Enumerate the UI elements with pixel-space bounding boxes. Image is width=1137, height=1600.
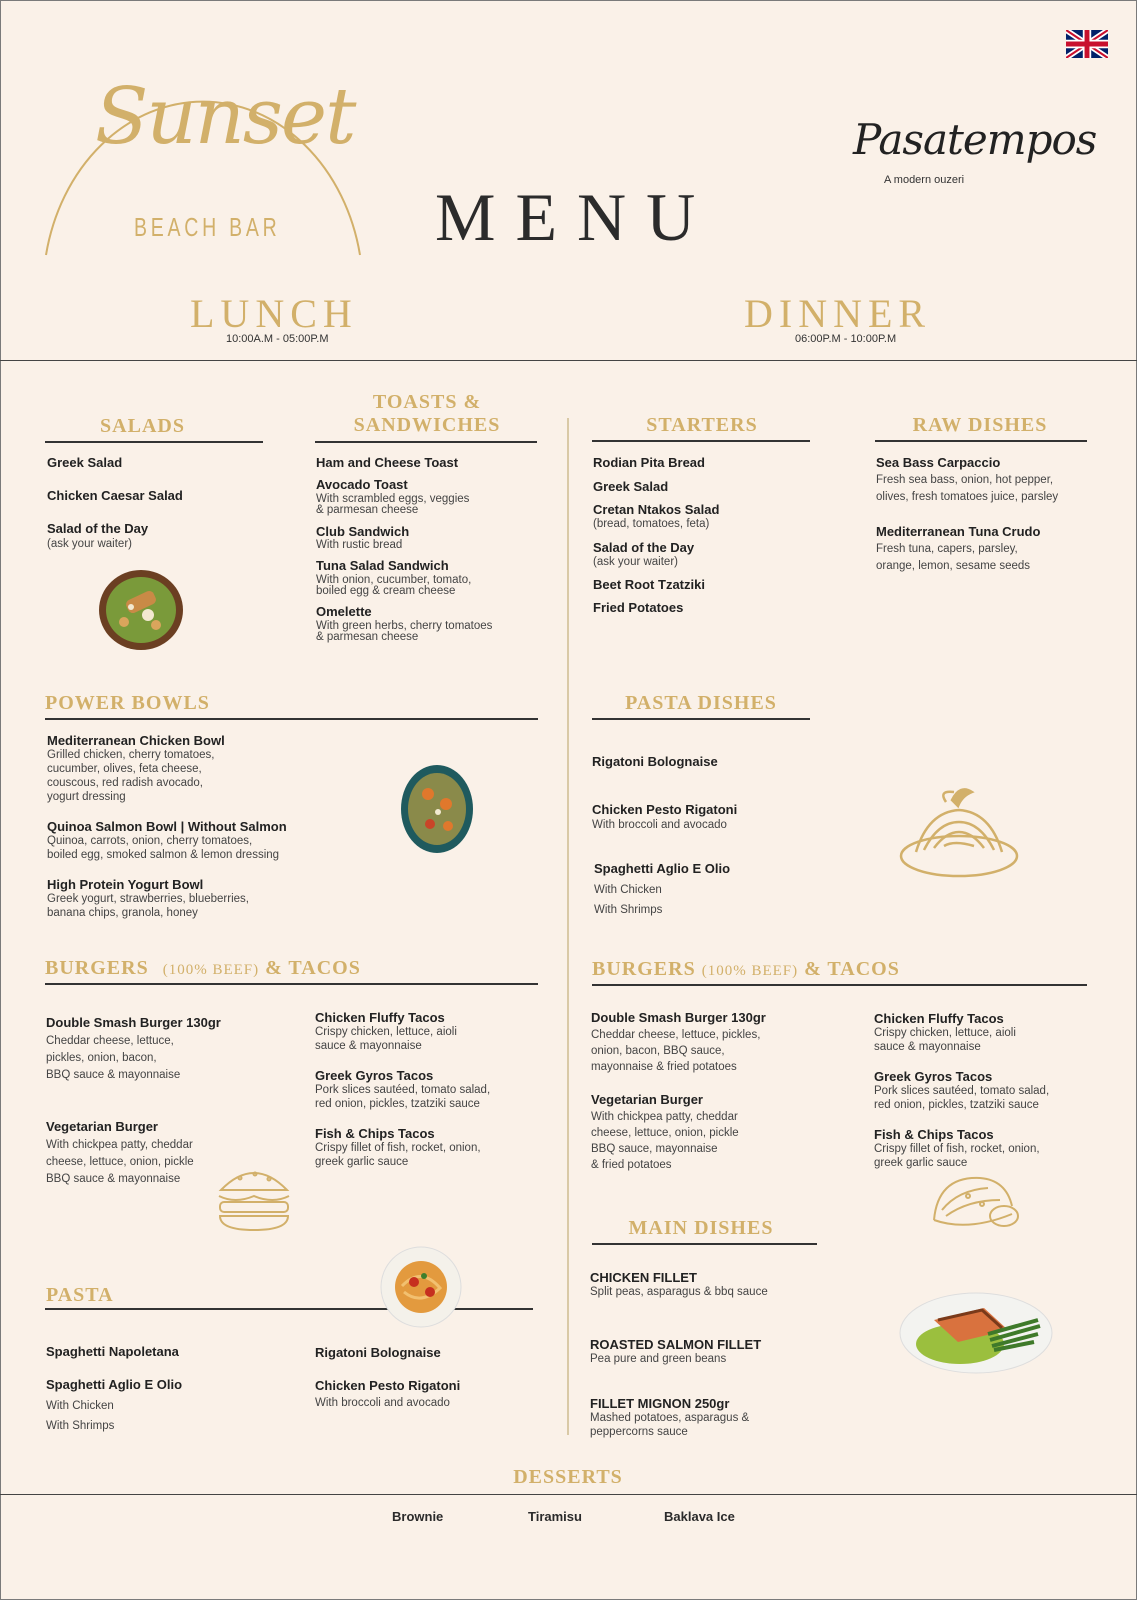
dinner-heading: DINNER	[744, 291, 932, 336]
menu-item-desc: With Shrimps	[594, 904, 663, 916]
menu-item: Quinoa Salmon Bowl | Without Salmon	[47, 819, 287, 834]
menu-item-desc: BBQ sauce, mayonnaise	[591, 1143, 718, 1155]
dessert-item: Baklava Ice	[664, 1509, 735, 1524]
partner-script: Pasatempos	[853, 115, 1097, 164]
menu-item-desc: peppercorns sauce	[590, 1426, 688, 1438]
raw-title: RAW DISHES	[912, 414, 1048, 436]
menu-item: Sea Bass Carpaccio	[876, 455, 1001, 470]
menu-item: Rodian Pita Bread	[593, 455, 705, 470]
menu-item-desc: Fresh sea bass, onion, hot pepper,	[876, 474, 1054, 486]
menu-item-desc: With broccoli and avocado	[315, 1397, 450, 1409]
menu-item: Rigatoni Bolognaise	[592, 754, 718, 769]
lunch-pasta-title: PASTA	[46, 1284, 114, 1306]
lunch-burgers-rule	[45, 983, 538, 985]
menu-item: Club Sandwich	[316, 524, 410, 539]
dessert-item: Brownie	[392, 1509, 444, 1524]
menu-item-desc: With broccoli and avocado	[592, 819, 727, 831]
burger-sketch-icon	[215, 1162, 293, 1232]
menu-item-desc: olives, fresh tomatoes juice, parsley	[876, 491, 1059, 503]
menu-item-desc: pickles, onion, bacon,	[46, 1052, 157, 1064]
menu-item: Chicken Pesto Rigatoni	[315, 1378, 461, 1393]
lunch-burgers-title	[45, 957, 361, 980]
menu-item-desc: With onion, cucumber, tomato,	[316, 574, 472, 586]
taco-sketch-icon	[928, 1170, 1024, 1234]
salad-bowl-image	[96, 567, 186, 653]
menu-item: ROASTED SALMON FILLET	[590, 1337, 762, 1352]
menu-item-desc: BBQ sauce & mayonnaise	[46, 1173, 181, 1185]
menu-item-desc: greek garlic sauce	[315, 1156, 409, 1168]
brand-script: Sunset	[95, 72, 355, 162]
menu-item-desc: boiled egg & cream cheese	[316, 585, 456, 597]
burgers-title-b: (100% BEEF)	[701, 963, 799, 979]
menu-item: Greek Salad	[47, 455, 123, 470]
toasts-rule	[315, 441, 537, 443]
menu-item: Salad of the Day	[47, 521, 149, 536]
partner-tagline: A modern ouzeri	[884, 174, 965, 186]
menu-item-desc: boiled egg, smoked salmon & lemon dressing	[47, 849, 280, 861]
menu-item: Spaghetti Aglio E Olio	[594, 861, 731, 876]
menu-item: Spaghetti Aglio E Olio	[46, 1377, 183, 1392]
toasts-title-1: TOASTS &	[372, 391, 482, 413]
menu-item: Double Smash Burger 130gr	[46, 1015, 221, 1030]
dessert-item: Tiramisu	[528, 1509, 582, 1524]
desserts-title: DESSERTS	[513, 1466, 623, 1488]
burgers-title-a: BURGERS	[592, 958, 696, 980]
menu-item-desc: Crispy chicken, lettuce, aioli	[315, 1026, 457, 1038]
power-bowl-image	[400, 764, 474, 854]
menu-item-desc: orange, lemon, sesame seeds	[876, 560, 1031, 572]
menu-item-desc: Cheddar cheese, lettuce,	[46, 1035, 174, 1047]
menu-item-desc: mayonnaise & fried potatoes	[591, 1061, 737, 1073]
menu-item-desc: BBQ sauce & mayonnaise	[46, 1069, 181, 1081]
dinner-hours: 06:00P.M - 10:00P.M	[795, 333, 897, 345]
salads-rule	[45, 441, 263, 443]
menu-item: Fish & Chips Tacos	[874, 1127, 994, 1142]
burgers-title-c: & TACOS	[804, 958, 900, 980]
burgers-title-b: (100% BEEF)	[162, 962, 260, 978]
menu-item-desc: Crispy fillet of fish, rocket, onion,	[315, 1142, 481, 1154]
lunch-hours: 10:00A.M - 05:00P.M	[226, 333, 329, 345]
menu-item: Double Smash Burger 130gr	[591, 1010, 766, 1025]
menu-item-desc: Quinoa, carrots, onion, cherry tomatoes,	[47, 835, 253, 847]
pasta-sketch-icon	[898, 782, 1020, 882]
menu-item-desc: cucumber, olives, feta cheese,	[47, 763, 202, 775]
menu-item: Greek Gyros Tacos	[315, 1068, 434, 1083]
menu-item-desc: Pea pure and green beans	[590, 1353, 727, 1365]
menu-title: MENU	[435, 179, 716, 255]
menu-item-desc: With Chicken	[46, 1400, 114, 1412]
menu-item: Greek Salad	[593, 479, 669, 494]
menu-item-desc: cheese, lettuce, onion, pickle	[591, 1127, 739, 1139]
starters-rule	[592, 440, 810, 442]
menu-item-desc: & parmesan cheese	[316, 631, 419, 643]
menu-item-desc: & fried potatoes	[591, 1159, 672, 1171]
menu-item: Chicken Caesar Salad	[47, 488, 183, 503]
menu-item-desc: cheese, lettuce, onion, pickle	[46, 1156, 194, 1168]
menu-item: Vegetarian Burger	[46, 1119, 158, 1134]
menu-item-desc: yogurt dressing	[47, 791, 126, 803]
desserts-divider	[0, 1494, 1137, 1495]
menu-item: High Protein Yogurt Bowl	[47, 877, 204, 892]
menu-item-desc: couscous, red radish avocado,	[47, 777, 203, 789]
menu-item-desc: With chickpea patty, cheddar	[46, 1139, 193, 1151]
menu-item: FILLET MIGNON 250gr	[590, 1396, 730, 1411]
menu-item-desc: Grilled chicken, cherry tomatoes,	[47, 749, 215, 761]
menu-item: Beet Root Tzatziki	[593, 577, 705, 592]
menu-item-desc: With rustic bread	[316, 539, 403, 551]
menu-item-desc: (bread, tomatoes, feta)	[593, 518, 710, 530]
menu-item-desc: red onion, pickles, tzatziki sauce	[874, 1099, 1039, 1111]
main-dishes-title: MAIN DISHES	[628, 1217, 774, 1239]
dinner-burgers-rule	[592, 984, 1087, 986]
menu-item: Ham and Cheese Toast	[316, 455, 459, 470]
menu-item: Fried Potatoes	[593, 600, 684, 615]
menu-item-desc: red onion, pickles, tzatziki sauce	[315, 1098, 480, 1110]
dinner-pasta-rule	[592, 718, 810, 720]
menu-item-desc: Split peas, asparagus & bbq sauce	[590, 1286, 768, 1298]
menu-item: Chicken Fluffy Tacos	[874, 1011, 1004, 1026]
header-divider	[0, 360, 1137, 361]
menu-item-desc: greek garlic sauce	[874, 1157, 968, 1169]
main-dishes-rule	[592, 1243, 817, 1245]
salmon-plate-image	[898, 1290, 1054, 1376]
menu-item: Omelette	[316, 604, 372, 619]
column-divider	[567, 418, 569, 1435]
menu-item: Vegetarian Burger	[591, 1092, 703, 1107]
salads-title: SALADS	[100, 415, 185, 437]
menu-item: Greek Gyros Tacos	[874, 1069, 993, 1084]
menu-item-desc: With scrambled eggs, veggies	[316, 493, 470, 505]
raw-rule	[875, 440, 1087, 442]
burgers-title-c: & TACOS	[265, 957, 361, 979]
bowls-rule	[45, 718, 538, 720]
lunch-heading: LUNCH	[190, 291, 358, 336]
menu-item-desc: Fresh tuna, capers, parsley,	[876, 543, 1018, 555]
menu-item-desc: Greek yogurt, strawberries, blueberries,	[47, 893, 249, 905]
spaghetti-plate-image	[380, 1246, 462, 1328]
menu-item-desc: Crispy chicken, lettuce, aioli	[874, 1027, 1016, 1039]
menu-item: Mediterranean Chicken Bowl	[47, 733, 225, 748]
menu-item: Avocado Toast	[316, 477, 408, 492]
menu-item-desc: Crispy fillet of fish, rocket, onion,	[874, 1143, 1040, 1155]
burgers-title-a: BURGERS	[45, 957, 149, 979]
menu-item-desc: With green herbs, cherry tomatoes	[316, 620, 493, 632]
menu-item: Cretan Ntakos Salad	[593, 502, 720, 517]
menu-item-desc: With chickpea patty, cheddar	[591, 1111, 738, 1123]
menu-item-desc: With Shrimps	[46, 1420, 115, 1432]
menu-item-desc: Cheddar cheese, lettuce, pickles,	[591, 1029, 761, 1041]
menu-item: CHICKEN FILLET	[590, 1270, 697, 1285]
menu-item-desc: Pork slices sautéed, tomato salad,	[315, 1084, 491, 1096]
menu-item: Tuna Salad Sandwich	[316, 558, 449, 573]
menu-item: Chicken Fluffy Tacos	[315, 1010, 445, 1025]
uk-flag-icon[interactable]	[1066, 30, 1108, 58]
starters-title: STARTERS	[646, 414, 758, 436]
menu-item: Chicken Pesto Rigatoni	[592, 802, 738, 817]
dinner-pasta-title: PASTA DISHES	[625, 692, 777, 714]
menu-item: Rigatoni Bolognaise	[315, 1345, 441, 1360]
menu-item-desc: Pork slices sautéed, tomato salad,	[874, 1085, 1050, 1097]
menu-item: Salad of the Day	[593, 540, 695, 555]
menu-item-desc: banana chips, granola, honey	[47, 907, 198, 919]
menu-item-desc: & parmesan cheese	[316, 504, 419, 516]
menu-item-desc: sauce & mayonnaise	[874, 1041, 981, 1053]
menu-item: Fish & Chips Tacos	[315, 1126, 435, 1141]
menu-item: Mediterranean Tuna Crudo	[876, 524, 1041, 539]
menu-item-desc: With Chicken	[594, 884, 662, 896]
menu-item-desc: (ask your waiter)	[593, 556, 678, 568]
menu-item-desc: (ask your waiter)	[47, 538, 132, 550]
menu-item-desc: sauce & mayonnaise	[315, 1040, 422, 1052]
dinner-burgers-title	[592, 958, 900, 981]
menu-item-desc: Mashed potatoes, asparagus &	[590, 1412, 750, 1424]
menu-item: Spaghetti Napoletana	[46, 1344, 179, 1359]
bowls-title: POWER BOWLS	[45, 692, 210, 714]
menu-item-desc: onion, bacon, BBQ sauce,	[591, 1045, 725, 1057]
toasts-title-2: SANDWICHES	[353, 414, 501, 436]
brand-sub: BEACH BAR	[134, 212, 281, 242]
